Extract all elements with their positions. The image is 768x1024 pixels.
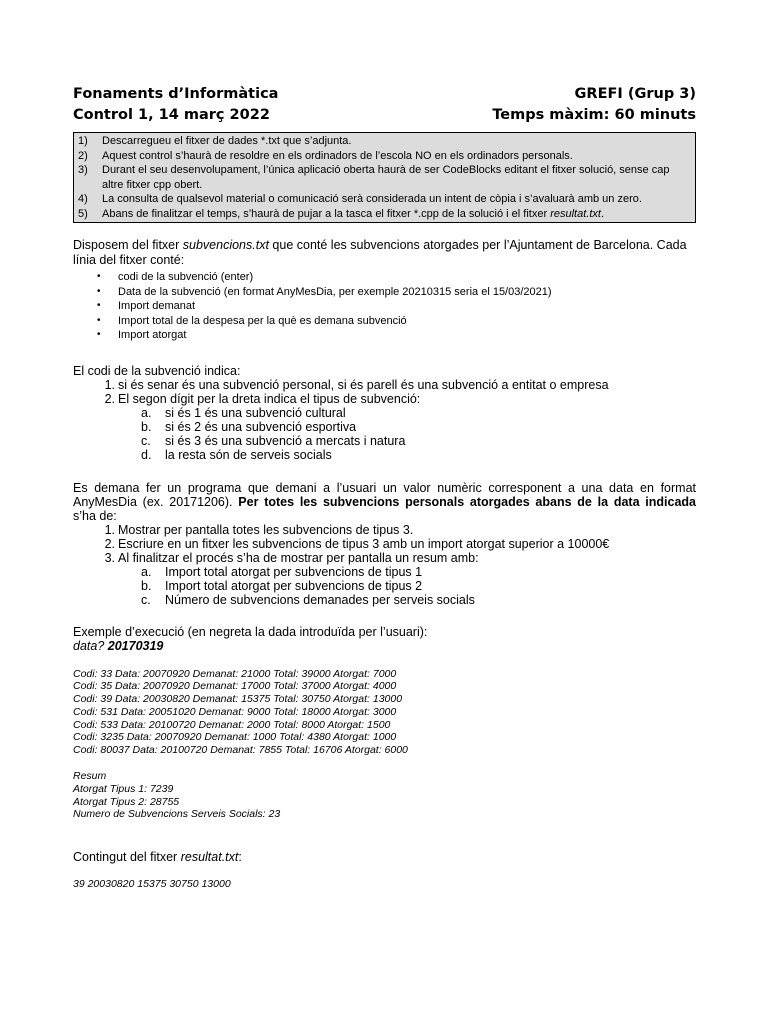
field-item: • Import demanat	[97, 299, 696, 314]
item-text: Escriure en un fitxer les subvencions de tipus 3 amb un import atorgat superior a 10000€	[118, 536, 610, 551]
example-input: 20170319	[107, 638, 164, 653]
task-subitem	[141, 565, 696, 579]
code-list	[73, 378, 696, 462]
rule-text-part: Abans de finalitzar el temps, s’haurà de pujar a la tasca el fitxer *.cpp de la solució i el fitxer	[102, 207, 551, 220]
rule-item	[78, 163, 675, 192]
control-date: Control 1, 14 març 2022	[73, 107, 270, 123]
task-line: Es demana fer un programa que demani a l’usuari un valor numèric corresponent a una data en format	[73, 480, 696, 495]
item-number: 1.	[104, 522, 115, 537]
header-row-2	[73, 105, 696, 125]
rule-text: Aquest control s’haurà de resoldre en els ordinadors de l’escola NO en els ordinadors personals.	[102, 149, 573, 162]
item-text: si és senar és una subvenció personal, si és parell és una subvenció a entitat o empresa	[118, 377, 609, 392]
exam-page	[73, 84, 696, 891]
result-text: Contingut del fitxer	[73, 850, 181, 865]
example-prompt-line	[73, 639, 696, 653]
rule-text: La consulta de qualsevol material o comunicació serà considerada un intent de còpia i s’avaluarà amb un zero.	[102, 193, 642, 205]
subitem-letter: d.	[141, 447, 152, 462]
output-line: Codi: 3235 Data: 20070920 Demanat: 1000 Total: 4380 Atorgat: 1000	[73, 731, 397, 744]
subitem-letter: b.	[141, 419, 152, 434]
example-output	[73, 668, 696, 758]
intro-text	[73, 238, 696, 268]
field-item: • Import total de la despesa per la què es demana subvenció	[97, 314, 696, 329]
output-line: Codi: 80037 Data: 20100720 Demanat: 7855 Total: 16706 Atorgat: 6000	[73, 744, 408, 757]
rule-number: 3)	[78, 164, 88, 176]
code-section-title: El codi de la subvenció indica:	[73, 363, 241, 378]
example-prompt: data?	[73, 638, 108, 653]
subitem-text: la resta són de serveis socials	[165, 447, 332, 462]
fields-list	[73, 270, 696, 343]
rule-item	[78, 134, 675, 149]
task-subitem	[141, 593, 696, 607]
course-title: Fonaments d’Informàtica	[73, 86, 279, 102]
summary-line: Atorgat Tipus 1: 7239	[73, 782, 174, 795]
output-line: Codi: 533 Data: 20100720 Demanat: 2000 Total: 8000 Atorgat: 1500	[73, 718, 391, 731]
intro-text-part: Disposem del fitxer	[73, 238, 183, 252]
output-line: Codi: 35 Data: 20070920 Demanat: 17000 Total: 37000 Atorgat: 4000	[73, 680, 397, 693]
item-number: 3.	[104, 550, 115, 565]
example-section	[73, 625, 696, 653]
rule-text: Descarregueu el fitxer de dades *.txt que s’adjunta.	[102, 135, 352, 147]
task-item	[73, 523, 696, 537]
code-subitem	[141, 406, 696, 420]
rule-item	[78, 207, 675, 222]
header-row-1	[73, 84, 696, 104]
task-list	[73, 523, 696, 607]
example-title: Exemple d’execució (en negreta la dada introduïda per l’usuari):	[73, 624, 428, 639]
field-item: • Data de la subvenció (en format AnyMesDia, per exemple 20210315 seria el 15/03/2021)	[97, 285, 696, 300]
task-item	[73, 551, 696, 565]
summary-line: Numero de Subvencions Serveis Socials: 23	[73, 808, 281, 821]
rule-filename: resultat.txt	[550, 207, 601, 220]
rule-number: 4)	[78, 193, 88, 205]
code-item	[73, 378, 696, 392]
code-subitem	[141, 434, 696, 448]
item-number: 2.	[104, 391, 115, 406]
result-content: 39 20030820 15375 30750 13000	[73, 878, 231, 891]
example-summary	[73, 770, 696, 821]
time-limit: Temps màxim: 60 minuts	[492, 107, 696, 123]
subitem-text: si és 3 és una subvenció a mercats i natura	[165, 433, 406, 448]
item-number: 1.	[104, 377, 115, 392]
subitem-text: si és 2 és una subvenció esportiva	[165, 419, 357, 434]
code-item	[73, 392, 696, 406]
result-label	[73, 850, 696, 864]
rule-text	[102, 207, 604, 222]
rule-number: 2)	[78, 149, 88, 162]
item-text: Al finalitzar el procés s’ha de mostrar per pantalla un resum amb:	[118, 550, 479, 565]
subitem-letter: c.	[141, 592, 151, 607]
intro-text-part: que conté les subvencions atorgades per l’Ajuntament de Barcelona. Cada línia del fitxer conté:	[73, 238, 687, 267]
task-line: s’ha de:	[73, 508, 117, 523]
rule-number: 5)	[78, 207, 88, 220]
output-line: Codi: 39 Data: 20030820 Demanat: 15375 Total: 30750 Atorgat: 13000	[73, 693, 403, 706]
field-item: • Import atorgat	[97, 328, 696, 343]
code-subitem	[141, 448, 696, 462]
subitem-text: Número de subvencions demanades per serveis socials	[165, 592, 475, 607]
result-text: :	[238, 850, 242, 865]
rule-number: 1)	[78, 135, 88, 147]
item-number: 2.	[104, 536, 115, 551]
subitem-text: Import total atorgat per subvencions de tipus 1	[165, 564, 423, 579]
summary-line: Atorgat Tipus 2: 28755	[73, 795, 180, 808]
intro-filename: subvencions.txt	[182, 238, 269, 252]
field-item: • codi de la subvenció (enter)	[97, 270, 696, 285]
code-section	[73, 364, 696, 462]
summary-line: Resum	[73, 770, 107, 783]
subitem-text: si és 1 és una subvenció cultural	[165, 405, 346, 420]
subitem-letter: a.	[141, 405, 152, 420]
rule-text-part: .	[600, 207, 604, 220]
subitem-letter: c.	[141, 433, 151, 448]
output-line: Codi: 531 Data: 20051020 Demanat: 9000 Total: 18000 Atorgat: 3000	[73, 705, 397, 718]
rule-item	[78, 149, 675, 164]
rule-text: Durant el seu desenvolupament, l’única aplicació oberta haurà de ser CodeBlocks editant el fitxer solució, sense cap altre fitxer cpp obert.	[102, 164, 670, 191]
output-line: Codi: 33 Data: 20070920 Demanat: 21000 Total: 39000 Atorgat: 7000	[73, 667, 397, 680]
code-subitem	[141, 420, 696, 434]
task-section	[73, 481, 696, 607]
task-subitem	[141, 579, 696, 593]
subitem-text: Import total atorgat per subvencions de tipus 2	[165, 578, 423, 593]
rules-box	[73, 132, 696, 223]
intro-paragraph	[73, 238, 696, 343]
task-text: AnyMesDia (ex. 20171206).	[73, 494, 239, 509]
task-item	[73, 537, 696, 551]
task-bold-text: Per totes les subvencions personals atorgades abans de la data indicada	[238, 494, 696, 509]
subitem-letter: a.	[141, 564, 152, 579]
task-line	[73, 495, 696, 509]
group-label: GREFI (Grup 3)	[574, 86, 696, 102]
rule-item	[78, 192, 675, 207]
result-filename: resultat.txt	[180, 850, 239, 865]
subitem-letter: b.	[141, 578, 152, 593]
item-text: El segon dígit per la dreta indica el tipus de subvenció:	[118, 391, 421, 406]
item-text: Mostrar per pantalla totes les subvencions de tipus 3.	[118, 522, 414, 537]
